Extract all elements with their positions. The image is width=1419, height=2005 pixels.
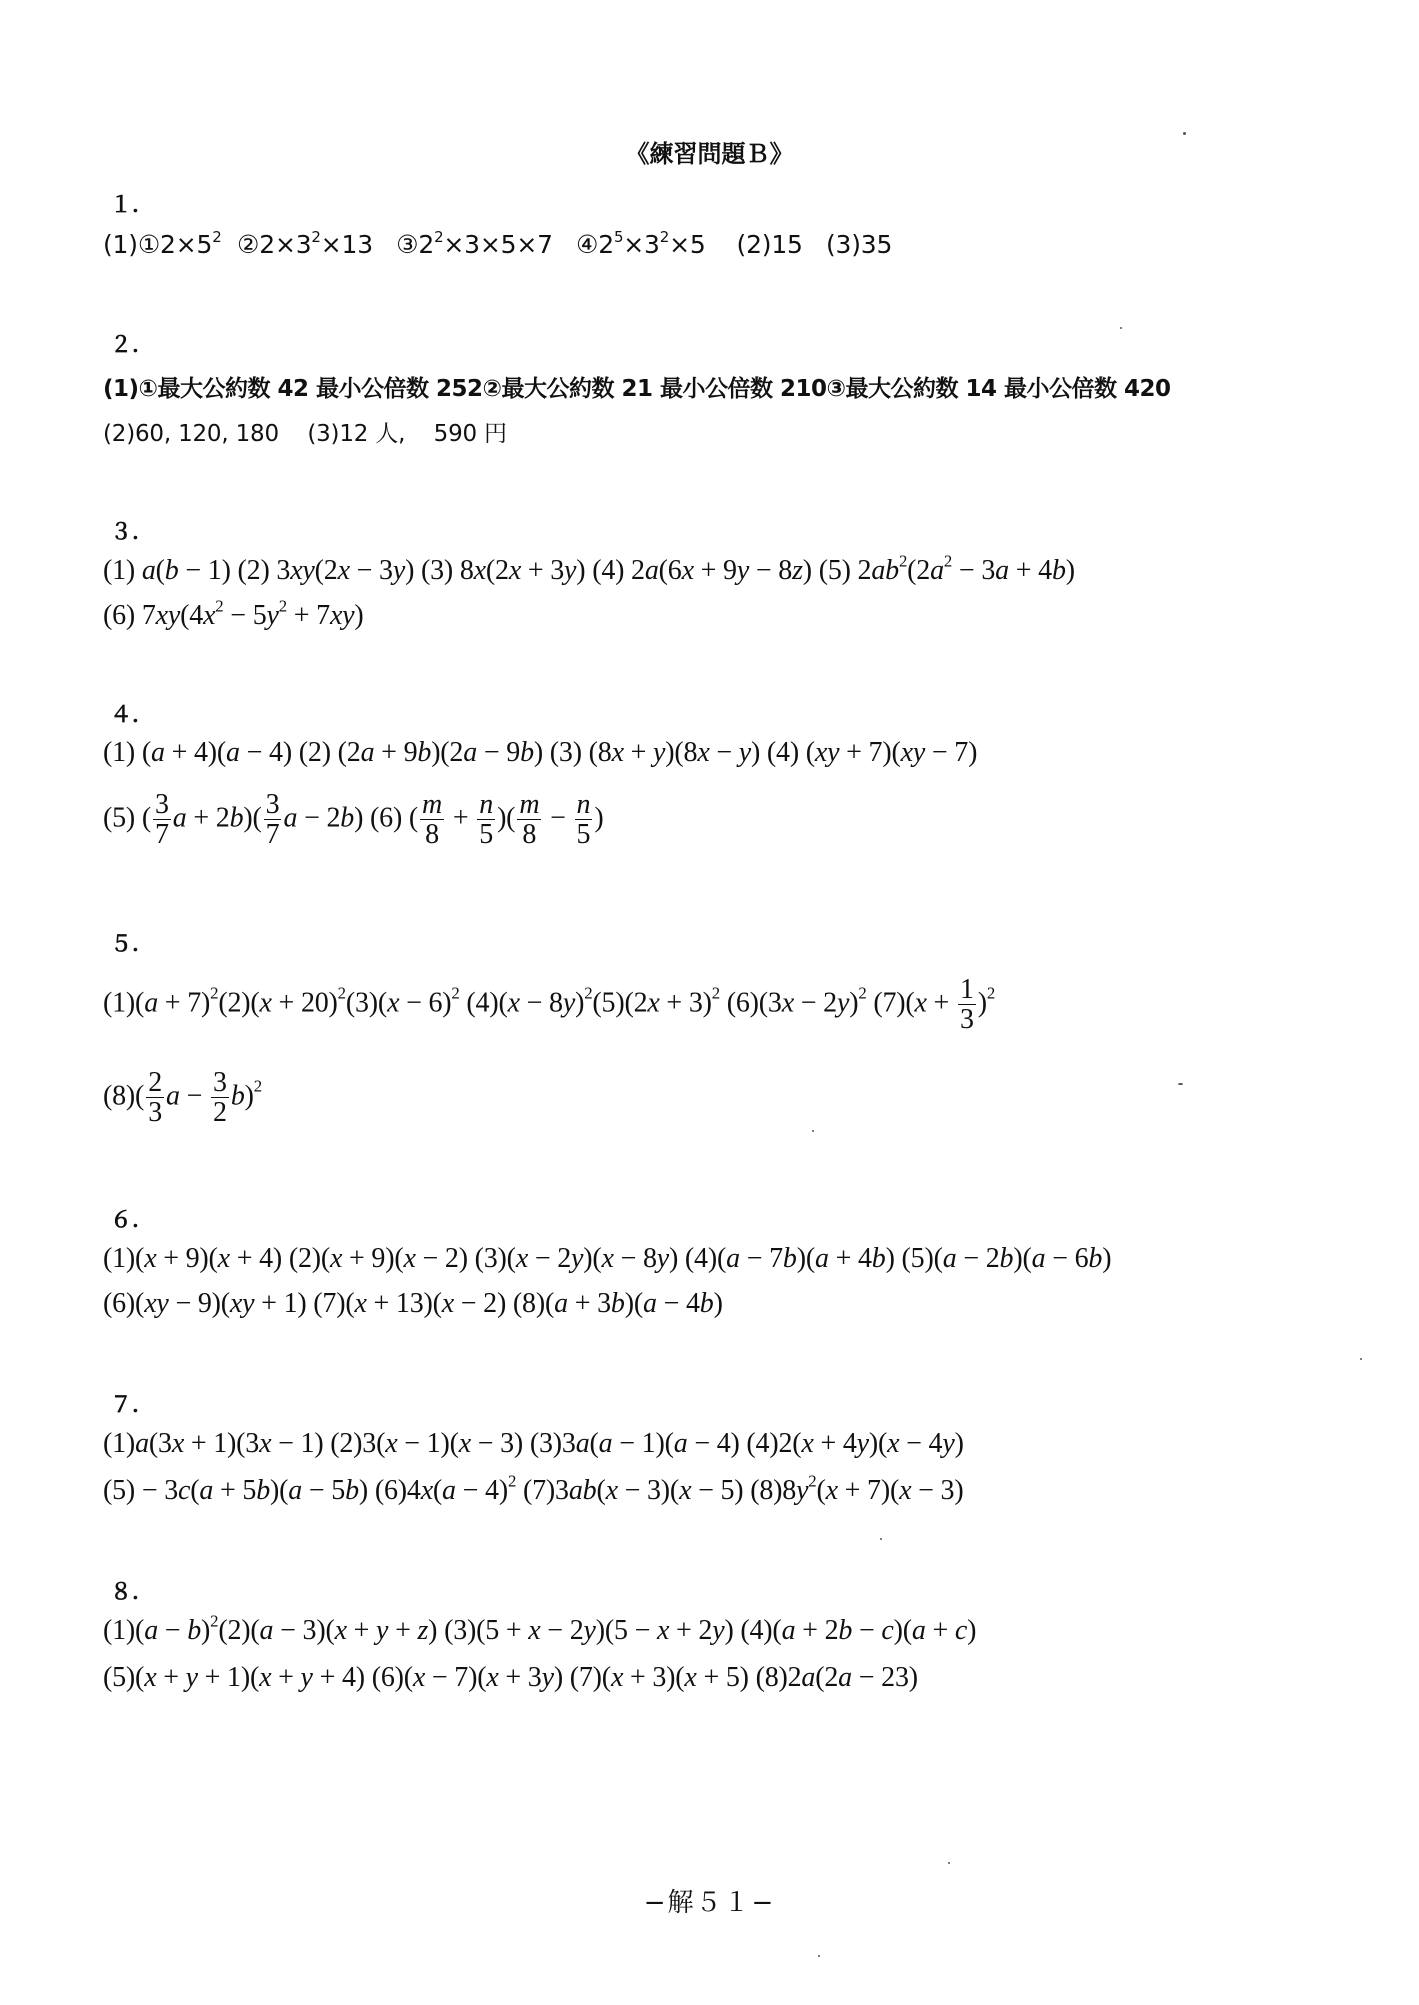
question-6-line-1: (1)(x + 9)(x + 4) (2)(x + 9)(x − 2) (3)(x − 2y)(x − 8y) (4)(a − 7b)(a + 4b) (5)(a − 2b)(a − 6b)	[103, 1243, 1112, 1274]
question-4-line-2: (5) ( $\frac{3}{7}$ a + 2b)( $\frac{3}{7}$ a − 2b) (6) ( $\frac{m}{8}$ + $\frac{n}{5}$ )( $\frac{m}{8}$ − $\frac{n}{5}$ )	[103, 789, 604, 851]
question-3-line-1: (1) a(b − 1) (2) 3xy(2x − 3y) (3) 8x(2x + 3y) (4) 2a(6x + 9y − 8z) (5) $2ab^2(2a^2 - 3a + 4b)$	[103, 551, 1075, 586]
question-5-line-2: (8)( $\frac{2}{3}$ a − $\frac{3}{2}$ b)$^2$	[103, 1067, 262, 1129]
question-3-number: ３．	[110, 520, 155, 545]
scan-speck	[1178, 1083, 1183, 1085]
question-7-number: ７．	[110, 1393, 155, 1418]
question-7-line-2: (5) − 3c(a + 5b)(a − 5b) $(6)4x(a - 4)^2$ (7)3ab(x − 3)(x − 5) $(8)8y^2(x + 7)(x - 3)$	[103, 1471, 964, 1506]
question-1-number: １．	[110, 193, 155, 218]
scan-speck	[812, 1130, 814, 1132]
scan-speck	[880, 1538, 882, 1540]
page-title: 《練習問題Ｂ》	[625, 140, 794, 168]
question-8-number: ８．	[110, 1580, 155, 1605]
scan-speck	[1360, 1358, 1362, 1360]
question-2-number: ２．	[110, 333, 155, 358]
question-1-line-1: $(1)①2\times 5^2$ $②2\times 3^2\times 13$ $③2^2\times 3\times 5\times 7$ $④2^5\times 3^2\times 5$ (2)15 (3)35	[103, 227, 893, 259]
scan-speck	[818, 1955, 820, 1957]
question-4-line-1: (1) (a + 4)(a − 4) (2) (2a + 9b)(2a − 9b) (3) (8x + y)(8x − y) (4) (xy + 7)(xy − 7)	[103, 737, 978, 768]
question-6-line-2: (6)(xy − 9)(xy + 1) (7)(x + 13)(x − 2) (8)(a + 3b)(a − 4b)	[103, 1288, 723, 1319]
question-5-number: ５．	[110, 932, 155, 957]
question-5-line-1: $(1)(a + 7)^2(2)(x + 20)^2(3)(x - 6)^2$ $(4)(x - 8y)^2(5)(2x + 3)^2$ $(6)(3x - 2y)^2$ (7)(x + $\frac{1}{3}$ )$^2$	[103, 974, 996, 1036]
question-2-line-1: (1)①最大公約数 42 最小公倍数 252②最大公約数 21 最小公倍数 210③最大公約数 14 最小公倍数 420	[103, 376, 1171, 402]
scan-speck	[1183, 132, 1186, 135]
question-7-line-1: (1)a(3x + 1)(3x − 1) (2)3(x − 1)(x − 3) (3)3a(a − 1)(a − 4) (4)2(x + 4y)(x − 4y)	[103, 1428, 964, 1459]
question-8-line-2: (5)(x + y + 1)(x + y + 4) (6)(x − 7)(x + 3y) (7)(x + 3)(x + 5) (8)2a(2a − 23)	[103, 1662, 918, 1693]
question-2-line-2: (2)60, 120, 180 (3)12 人, 590 円	[103, 421, 507, 447]
scan-speck	[948, 1862, 950, 1864]
scan-speck	[1120, 327, 1122, 329]
question-3-line-2: (6) $7xy(4x^2 - 5y^2 + 7xy)$	[103, 596, 364, 631]
question-6-number: ６．	[110, 1208, 155, 1233]
question-4-number: ４．	[110, 703, 155, 728]
page-number: −解５１−	[643, 1888, 776, 1918]
question-8-line-1: $(1)(a - b)^2(2)(a - 3)(x + y + z)$ (3)(5 + x − 2y)(5 − x + 2y) (4)(a + 2b − c)(a + c)	[103, 1611, 977, 1646]
